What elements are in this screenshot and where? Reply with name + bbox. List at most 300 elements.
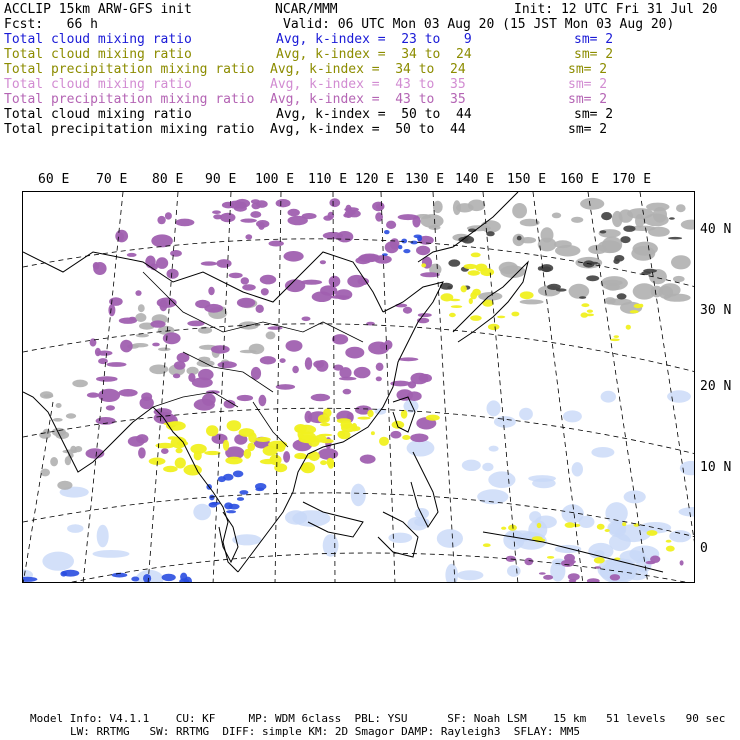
- mid-cloud-patch: [497, 316, 505, 319]
- legend-sm-6: sm= 2: [568, 122, 608, 137]
- low-cloud-patch: [382, 253, 388, 256]
- lon-label: 80 E: [152, 172, 184, 187]
- top-cloud-patch: [580, 198, 604, 210]
- top-cloud-patch: [651, 286, 663, 298]
- low-cloud-patch: [131, 577, 139, 582]
- high-cloud-patch: [167, 269, 179, 279]
- mid-cloud-patch: [511, 312, 519, 317]
- legend-sm-4: sm= 2: [568, 92, 608, 107]
- top-cloud-patch: [617, 293, 627, 299]
- mid-cloud-patch: [256, 437, 271, 442]
- low-cloud-patch: [462, 460, 481, 471]
- high-cloud-patch: [305, 411, 313, 423]
- init-time: Init: 12 UTC Fri 31 Jul 20: [514, 2, 718, 17]
- high-cloud-patch: [237, 298, 255, 308]
- high-cloud-patch: [569, 579, 577, 583]
- legend-sm-2: sm= 2: [568, 62, 608, 77]
- mid-cloud-patch: [314, 435, 327, 443]
- high-cloud-patch: [140, 397, 154, 410]
- low-cloud-patch: [384, 230, 390, 234]
- mid-cloud-patch: [647, 530, 658, 536]
- lon-label: 90 E: [205, 172, 237, 187]
- high-cloud-patch: [280, 358, 286, 363]
- high-cloud-patch: [165, 212, 172, 219]
- high-cloud-patch: [680, 560, 684, 565]
- high-cloud-patch: [285, 279, 305, 292]
- legend-avg-5: Avg, k-index = 50 to 44: [276, 107, 472, 122]
- low-cloud-patch: [487, 400, 501, 416]
- high-cloud-patch: [175, 219, 194, 227]
- mid-cloud-patch: [302, 464, 309, 470]
- top-cloud-patch: [681, 220, 695, 230]
- low-cloud-patch: [588, 543, 613, 560]
- high-cloud-patch: [260, 356, 276, 364]
- mid-cloud-patch: [206, 425, 218, 436]
- mid-cloud-patch: [175, 458, 186, 469]
- mid-cloud-patch: [225, 457, 242, 465]
- top-cloud-patch: [623, 226, 635, 232]
- high-cloud-patch: [313, 361, 324, 369]
- high-cloud-patch: [286, 340, 303, 352]
- center-label: NCAR/MMM: [275, 2, 338, 17]
- high-cloud-patch: [194, 399, 215, 411]
- mid-cloud-patch: [469, 298, 473, 304]
- top-cloud-patch: [512, 203, 527, 218]
- mid-cloud-patch: [501, 527, 506, 530]
- mid-cloud-patch: [547, 556, 554, 559]
- high-cloud-patch: [269, 241, 284, 247]
- high-cloud-patch: [318, 448, 338, 459]
- low-cloud-patch: [445, 564, 458, 583]
- high-cloud-patch: [240, 219, 257, 223]
- low-cloud-patch: [351, 484, 366, 507]
- high-cloud-patch: [587, 578, 600, 583]
- high-cloud-patch: [138, 447, 146, 458]
- legend-field-2: Total precipitation mixing ratio: [4, 62, 255, 77]
- mid-cloud-patch: [581, 312, 589, 317]
- mid-cloud-patch: [323, 408, 332, 417]
- top-cloud-patch: [57, 481, 72, 490]
- high-cloud-patch: [127, 253, 137, 257]
- high-cloud-patch: [108, 304, 115, 316]
- mid-cloud-patch: [597, 524, 605, 530]
- graticule-line: [148, 192, 178, 583]
- high-cloud-patch: [345, 347, 364, 359]
- graticule-line: [213, 192, 231, 583]
- cloud-map: [23, 192, 695, 583]
- mid-cloud-patch: [367, 410, 373, 417]
- legend-sm-3: sm= 2: [568, 77, 608, 92]
- low-cloud-patch: [226, 510, 236, 513]
- top-cloud-patch: [668, 237, 682, 240]
- low-cloud-patch: [528, 475, 556, 482]
- high-cloud-patch: [241, 277, 249, 284]
- top-cloud-patch: [554, 240, 572, 248]
- mid-cloud-patch: [639, 304, 643, 308]
- mid-cloud-patch: [263, 446, 278, 456]
- mid-cloud-patch: [622, 522, 626, 526]
- mid-cloud-patch: [244, 449, 252, 459]
- mid-cloud-patch: [610, 339, 620, 342]
- high-cloud-patch: [320, 260, 326, 264]
- mid-cloud-patch: [204, 451, 220, 455]
- low-cloud-patch: [23, 577, 37, 582]
- low-cloud-patch: [42, 552, 74, 571]
- top-cloud-patch: [448, 259, 460, 266]
- top-cloud-patch: [612, 211, 623, 227]
- mid-cloud-patch: [468, 270, 480, 275]
- top-cloud-patch: [552, 213, 561, 219]
- high-cloud-patch: [543, 575, 553, 580]
- mid-cloud-patch: [392, 421, 405, 429]
- high-cloud-patch: [237, 202, 246, 209]
- top-cloud-patch: [429, 225, 441, 230]
- legend-sm-0: sm= 2: [574, 32, 614, 47]
- low-cloud-patch: [93, 550, 130, 558]
- lon-label: 160 E: [560, 172, 600, 187]
- top-cloud-patch: [601, 212, 612, 220]
- top-cloud-patch: [50, 457, 58, 466]
- mid-cloud-patch: [461, 285, 467, 292]
- low-cloud-patch: [67, 524, 83, 533]
- lat-label: 30 N: [700, 303, 732, 318]
- high-cloud-patch: [198, 369, 214, 380]
- lon-label: 130 E: [405, 172, 445, 187]
- high-cloud-patch: [229, 273, 243, 279]
- legend-field-6: Total precipitation mixing ratio: [4, 122, 255, 137]
- high-cloud-patch: [333, 365, 343, 371]
- high-cloud-patch: [97, 351, 113, 356]
- low-cloud-patch: [255, 483, 266, 490]
- low-cloud-patch: [488, 471, 515, 488]
- high-cloud-patch: [250, 211, 261, 218]
- high-cloud-patch: [163, 332, 181, 344]
- top-cloud-patch: [249, 344, 265, 355]
- lon-label: 60 E: [38, 172, 70, 187]
- mid-cloud-patch: [168, 436, 178, 440]
- low-cloud-patch: [224, 502, 233, 509]
- low-cloud-patch: [97, 525, 109, 548]
- high-cloud-patch: [320, 285, 337, 295]
- mid-cloud-patch: [449, 313, 456, 317]
- high-cloud-patch: [256, 305, 264, 313]
- high-cloud-patch: [145, 256, 155, 269]
- top-cloud-patch: [547, 284, 561, 290]
- graticule-line: [333, 192, 335, 583]
- high-cloud-patch: [195, 300, 210, 309]
- top-cloud-patch: [586, 275, 599, 281]
- high-cloud-patch: [276, 384, 295, 390]
- high-cloud-patch: [260, 275, 276, 285]
- high-cloud-patch: [524, 558, 533, 565]
- high-cloud-patch: [87, 392, 99, 397]
- low-cloud-patch: [494, 416, 516, 428]
- mid-cloud-patch: [537, 523, 542, 528]
- high-cloud-patch: [211, 345, 230, 353]
- legend-field-4: Total precipitation mixing ratio: [4, 92, 255, 107]
- high-cloud-patch: [416, 246, 430, 256]
- legend-sm-1: sm= 2: [574, 47, 614, 62]
- mid-cloud-patch: [480, 268, 494, 276]
- mid-cloud-patch: [320, 423, 330, 426]
- low-cloud-patch: [667, 390, 691, 402]
- high-cloud-patch: [329, 198, 340, 207]
- high-cloud-patch: [332, 334, 348, 344]
- high-cloud-patch: [156, 257, 168, 269]
- mid-cloud-patch: [163, 466, 178, 472]
- top-cloud-patch: [52, 428, 66, 437]
- mid-cloud-patch: [357, 417, 370, 420]
- mid-cloud-patch: [666, 546, 675, 552]
- mid-cloud-patch: [371, 431, 375, 435]
- top-cloud-patch: [588, 245, 607, 254]
- top-cloud-patch: [40, 469, 50, 477]
- high-cloud-patch: [329, 276, 341, 287]
- high-cloud-patch: [157, 216, 165, 224]
- mid-cloud-patch: [190, 444, 206, 454]
- high-cloud-patch: [343, 389, 352, 395]
- high-cloud-patch: [403, 307, 412, 314]
- high-cloud-patch: [173, 374, 180, 379]
- top-cloud-patch: [579, 296, 586, 299]
- mid-cloud-patch: [294, 455, 312, 459]
- top-cloud-patch: [65, 456, 71, 465]
- mid-cloud-patch: [227, 420, 242, 431]
- low-cloud-patch: [403, 249, 410, 253]
- top-cloud-patch: [158, 348, 171, 352]
- high-cloud-patch: [268, 326, 283, 330]
- low-cloud-patch: [407, 440, 435, 457]
- lon-label: 70 E: [96, 172, 128, 187]
- top-cloud-patch: [600, 230, 607, 233]
- low-cloud-patch: [679, 507, 696, 517]
- mid-cloud-patch: [176, 448, 183, 453]
- top-cloud-patch: [644, 214, 669, 227]
- high-cloud-patch: [150, 320, 165, 327]
- high-cloud-patch: [339, 377, 357, 381]
- top-cloud-patch: [456, 203, 474, 212]
- high-cloud-patch: [259, 395, 267, 406]
- top-cloud-patch: [643, 269, 657, 273]
- high-cloud-patch: [386, 221, 396, 229]
- top-cloud-patch: [646, 203, 669, 212]
- low-cloud-patch: [209, 495, 214, 501]
- mid-cloud-patch: [298, 430, 304, 439]
- high-cloud-patch: [420, 272, 440, 277]
- top-cloud-patch: [149, 365, 168, 375]
- high-cloud-patch: [161, 448, 169, 454]
- high-cloud-patch: [115, 230, 128, 243]
- model-title: ACCLIP 15km ARW-GFS init: [4, 2, 192, 17]
- high-cloud-patch: [288, 209, 300, 217]
- high-cloud-patch: [237, 395, 253, 401]
- mid-cloud-patch: [581, 303, 589, 307]
- top-cloud-patch: [569, 284, 590, 299]
- graticule-line: [433, 192, 455, 583]
- map-panel: [22, 191, 695, 583]
- top-cloud-patch: [571, 217, 583, 223]
- mid-cloud-patch: [614, 335, 619, 338]
- high-cloud-patch: [106, 405, 115, 410]
- low-cloud-patch: [563, 410, 582, 422]
- low-cloud-patch: [572, 462, 583, 476]
- high-cloud-patch: [120, 340, 133, 353]
- high-cloud-patch: [302, 213, 317, 219]
- high-cloud-patch: [372, 202, 384, 212]
- top-cloud-patch: [72, 380, 88, 388]
- high-cloud-patch: [154, 408, 172, 416]
- mid-cloud-patch: [269, 455, 281, 465]
- legend-avg-2: Avg, k-index = 34 to 24: [270, 62, 466, 77]
- high-cloud-patch: [135, 290, 141, 296]
- high-cloud-patch: [283, 451, 290, 463]
- high-cloud-patch: [201, 261, 217, 265]
- graticule-line: [83, 192, 123, 583]
- low-cloud-patch: [239, 490, 248, 495]
- forecast-hour: Fcst: 66 h: [4, 17, 98, 32]
- top-cloud-patch: [500, 265, 525, 278]
- low-cloud-patch: [237, 497, 244, 501]
- low-cloud-patch: [193, 504, 211, 521]
- mid-cloud-patch: [379, 437, 389, 446]
- top-cloud-patch: [135, 313, 146, 322]
- high-cloud-patch: [136, 434, 148, 443]
- high-cloud-patch: [302, 317, 311, 322]
- low-cloud-patch: [233, 471, 244, 478]
- lat-label: 0: [700, 541, 708, 556]
- high-cloud-patch: [397, 389, 414, 401]
- high-cloud-patch: [107, 362, 127, 367]
- high-cloud-patch: [412, 216, 420, 228]
- low-cloud-patch: [669, 530, 691, 542]
- low-cloud-patch: [489, 446, 499, 452]
- high-cloud-patch: [610, 574, 620, 580]
- top-cloud-patch: [136, 334, 149, 338]
- lon-label: 100 E: [255, 172, 295, 187]
- low-cloud-patch: [417, 236, 422, 241]
- top-cloud-patch: [520, 237, 536, 243]
- top-cloud-patch: [63, 450, 78, 454]
- lat-label: 10 N: [700, 460, 732, 475]
- lon-label: 150 E: [507, 172, 547, 187]
- high-cloud-patch: [170, 250, 182, 257]
- model-info-line2: LW: RRTMG SW: RRTMG DIFF: simple KM: 2D Smagor DAMP: Rayleigh3 SFLAY: MM5: [70, 725, 580, 738]
- top-cloud-patch: [138, 304, 145, 312]
- high-cloud-patch: [222, 202, 235, 209]
- top-cloud-patch: [671, 255, 691, 269]
- low-cloud-patch: [591, 447, 614, 458]
- high-cloud-patch: [276, 199, 291, 207]
- low-cloud-patch: [285, 510, 307, 524]
- mid-cloud-patch: [401, 410, 408, 419]
- high-cloud-patch: [220, 213, 236, 222]
- mid-cloud-patch: [666, 540, 672, 543]
- lat-label: 20 N: [700, 379, 732, 394]
- top-cloud-patch: [478, 292, 502, 301]
- top-cloud-patch: [266, 331, 276, 339]
- mid-cloud-patch: [471, 253, 481, 258]
- top-cloud-patch: [635, 214, 644, 228]
- lat-label: 40 N: [700, 222, 732, 237]
- low-cloud-patch: [210, 502, 220, 505]
- mid-cloud-patch: [587, 310, 593, 313]
- low-cloud-patch: [398, 245, 402, 249]
- high-cloud-patch: [218, 361, 237, 368]
- high-cloud-patch: [376, 363, 384, 371]
- high-cloud-patch: [385, 241, 399, 253]
- top-cloud-patch: [53, 418, 63, 422]
- high-cloud-patch: [410, 434, 428, 443]
- top-cloud-patch: [486, 231, 494, 236]
- top-cloud-patch: [676, 204, 686, 212]
- high-cloud-patch: [242, 284, 256, 290]
- mid-cloud-patch: [426, 415, 440, 421]
- lon-label: 170 E: [612, 172, 652, 187]
- mid-cloud-patch: [320, 460, 327, 465]
- valid-time: Valid: 06 UTC Mon 03 Aug 20 (15 JST Mon 03 Aug 20): [283, 17, 675, 32]
- legend-avg-0: Avg, k-index = 23 to 9: [276, 32, 472, 47]
- mid-cloud-patch: [451, 305, 463, 308]
- high-cloud-patch: [384, 340, 393, 349]
- mid-cloud-patch: [337, 431, 345, 438]
- mid-cloud-patch: [573, 524, 581, 527]
- high-cloud-patch: [390, 431, 401, 439]
- low-cloud-patch: [410, 241, 417, 245]
- mid-cloud-patch: [223, 440, 229, 451]
- high-cloud-patch: [208, 287, 214, 295]
- legend-field-5: Total cloud mixing ratio: [4, 107, 192, 122]
- top-cloud-patch: [56, 403, 62, 408]
- coastline: [219, 512, 238, 562]
- top-cloud-patch: [520, 299, 544, 304]
- top-cloud-patch: [481, 220, 501, 232]
- low-cloud-patch: [60, 571, 67, 577]
- low-cloud-patch: [601, 391, 616, 403]
- mid-cloud-patch: [605, 529, 610, 532]
- top-cloud-patch: [606, 283, 620, 291]
- high-cloud-patch: [650, 556, 660, 563]
- low-cloud-patch: [437, 529, 463, 548]
- legend-avg-1: Avg, k-index = 34 to 24: [276, 47, 472, 62]
- low-cloud-patch: [388, 533, 412, 543]
- mid-cloud-patch: [337, 418, 351, 423]
- top-cloud-patch: [673, 276, 685, 282]
- high-cloud-patch: [152, 343, 160, 347]
- legend-avg-3: Avg, k-index = 43 to 35: [270, 77, 466, 92]
- legend-avg-6: Avg, k-index = 50 to 44: [270, 122, 466, 137]
- low-cloud-patch: [507, 565, 521, 577]
- top-cloud-patch: [620, 236, 630, 243]
- high-cloud-patch: [311, 394, 330, 401]
- lon-label: 120 E: [355, 172, 395, 187]
- high-cloud-patch: [292, 366, 299, 374]
- low-cloud-patch: [578, 516, 594, 528]
- lon-label: 110 E: [308, 172, 348, 187]
- high-cloud-patch: [98, 358, 108, 364]
- mid-cloud-patch: [239, 428, 255, 437]
- high-cloud-patch: [129, 317, 136, 321]
- high-cloud-patch: [349, 210, 356, 215]
- legend-field-0: Total cloud mixing ratio: [4, 32, 192, 47]
- mid-cloud-patch: [594, 557, 605, 563]
- high-cloud-patch: [360, 455, 376, 464]
- high-cloud-patch: [258, 222, 265, 230]
- high-cloud-patch: [212, 210, 221, 214]
- high-cloud-patch: [561, 560, 574, 567]
- high-cloud-patch: [251, 199, 260, 204]
- low-cloud-patch: [457, 570, 483, 580]
- top-cloud-patch: [614, 255, 624, 262]
